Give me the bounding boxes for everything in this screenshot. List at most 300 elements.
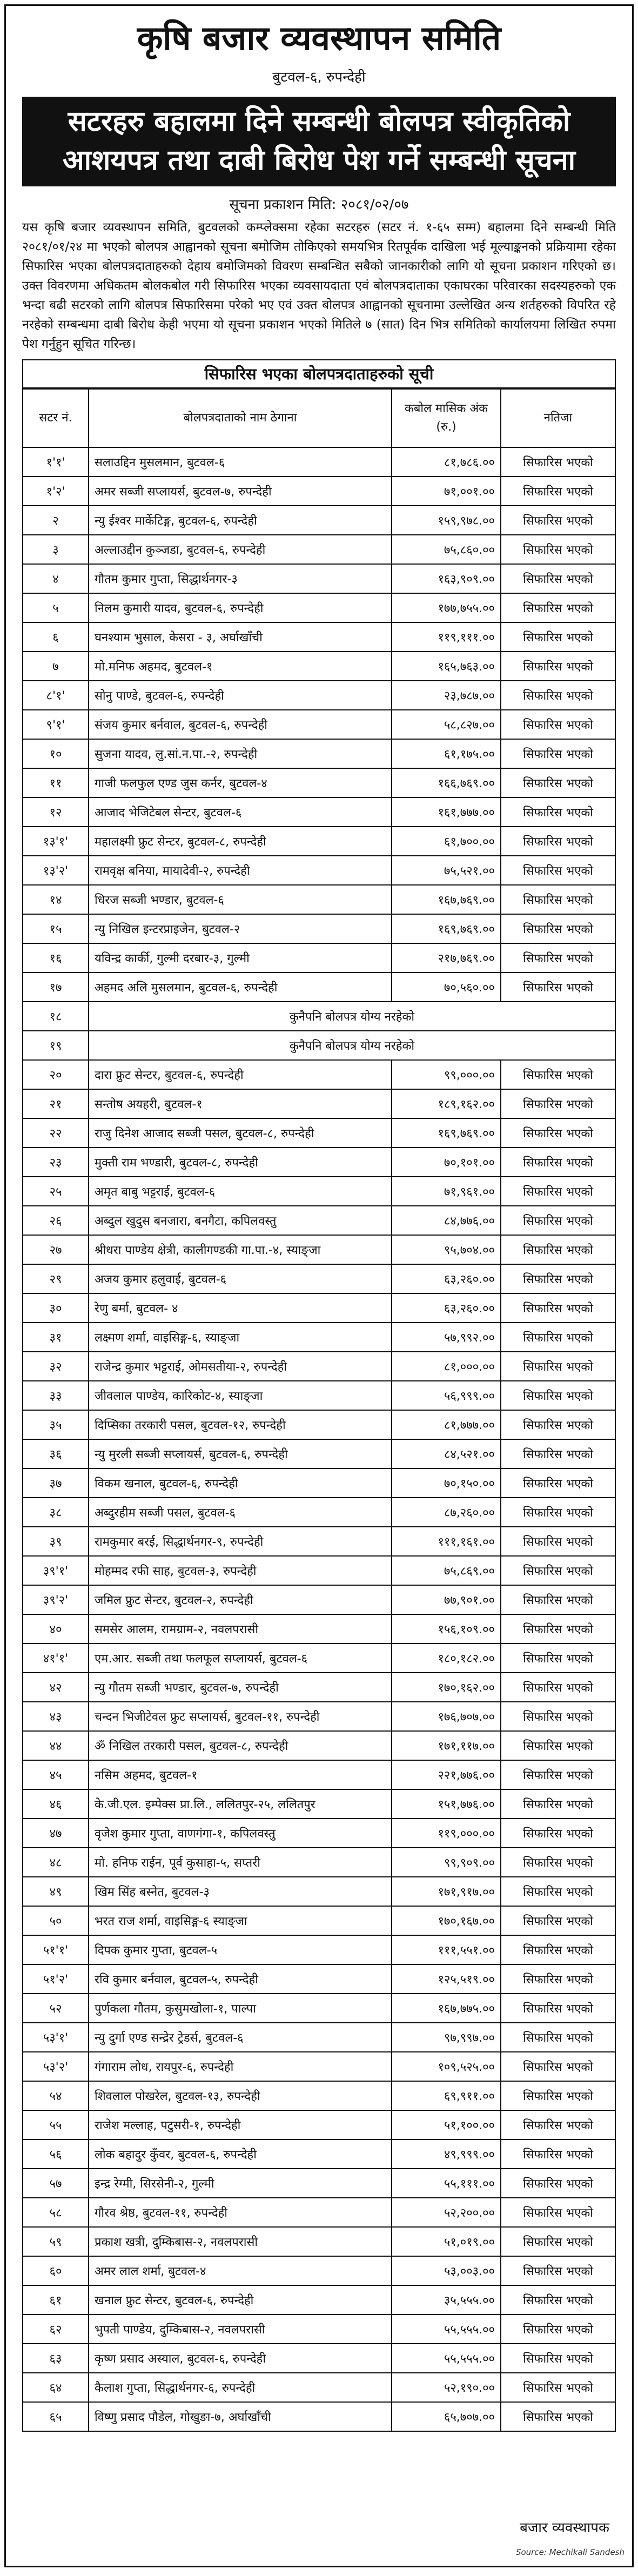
source-credit: Source: Mechikali Sandesh (515, 2547, 624, 2557)
cell-monthly-amount: ८४,७७६.०० (392, 1206, 501, 1235)
cell-shutter-number: २६ (23, 1206, 89, 1235)
table-header-row (23, 389, 615, 447)
cell-result: सिफारिस भएको (501, 2285, 615, 2315)
cell-shutter-number: २१ (23, 1089, 89, 1118)
cell-monthly-amount: ५३,००३.०० (392, 2256, 501, 2285)
cell-shutter-number: ५० (23, 1906, 89, 1935)
cell-result: सिफारिस भएको (501, 1410, 615, 1439)
cell-shutter-number: ४० (23, 1614, 89, 1643)
cell-result: सिफारिस भएको (501, 477, 615, 506)
cell-result: सिफारिस भएको (501, 2198, 615, 2227)
table-row (23, 1060, 615, 1089)
table-body (23, 447, 615, 2431)
cell-monthly-amount: ५२,१९०.०० (392, 2373, 501, 2402)
cell-monthly-amount: ५५,१११.०० (392, 2169, 501, 2198)
table-row (23, 652, 615, 681)
cell-shutter-number: १९ (23, 1031, 89, 1060)
cell-bidder-name: जमिल फ्रुट सेन्टर, बुटवल-२, रुपन्देही (89, 1585, 392, 1614)
notice-publish-date: सूचना प्रकाशन मिति: २०८१/०२/०७ (229, 197, 409, 213)
list-title: सिफारिस भएका बोलपत्रदाताहरुको सूची (22, 359, 616, 388)
cell-monthly-amount: ९७,९९७.०० (392, 2023, 501, 2052)
committee-title: कृषि बजार व्यवस्थापन समिति (137, 18, 501, 58)
table-row (23, 1410, 615, 1439)
cell-result: सिफारिस भएको (501, 2169, 615, 2198)
cell-result: सिफारिस भएको (501, 564, 615, 593)
table-row (23, 768, 615, 797)
cell-result: सिफारिस भएको (501, 914, 615, 943)
cell-result: सिफारिस भएको (501, 2023, 615, 2052)
cell-shutter-number: ३८ (23, 1498, 89, 1527)
cell-shutter-number: १३'१' (23, 827, 89, 856)
cell-result: सिफारिस भएको (501, 1118, 615, 1148)
cell-shutter-number: ५३'२' (23, 2052, 89, 2081)
table-row (23, 2256, 615, 2285)
cell-shutter-number: ४७ (23, 1819, 89, 1848)
cell-monthly-amount: ८७,२६०.०० (392, 1498, 501, 1527)
table-row (23, 885, 615, 914)
cell-result: सिफारिस भएको (501, 1556, 615, 1585)
table-row (23, 1994, 615, 2023)
cell-result: सिफारिस भएको (501, 1293, 615, 1323)
cell-bidder-name: न्यु दुर्गा एण्ड सन्द्रेर ट्रेडर्स, बुटवल-६ (89, 2023, 392, 2052)
table-row (23, 1731, 615, 1760)
table-row (23, 2227, 615, 2256)
cell-shutter-number: ११ (23, 768, 89, 797)
cell-shutter-number: ४ (23, 564, 89, 593)
cell-monthly-amount: ५६,९९९.०० (392, 1381, 501, 1410)
cell-bidder-name: शिवलाल पोखरेल, बुटवल-१३, रुपन्देही (89, 2081, 392, 2110)
cell-bidder-name: अमर सब्जी सप्लायर्स, बुटवल-७, रुपन्देही (89, 477, 392, 506)
cell-monthly-amount: ७०,१५०.०० (392, 1468, 501, 1498)
cell-monthly-amount: ७०,१०१.०० (392, 1148, 501, 1177)
table-row (23, 2169, 615, 2198)
cell-result: सिफारिस भएको (501, 1439, 615, 1468)
table-row (23, 856, 615, 885)
cell-bidder-name: पुर्णकला गौतम, कुसुमखोला-१, पाल्पा (89, 1994, 392, 2023)
cell-monthly-amount: २१७,७६९.०० (392, 943, 501, 972)
cell-shutter-number: २ (23, 506, 89, 535)
cell-monthly-amount: ७१,९६१.०० (392, 1177, 501, 1206)
table-row (23, 1235, 615, 1264)
table-row (23, 1673, 615, 1702)
cell-bidder-name: लक्ष्मण शर्मा, वाइसिङ्ग-६, स्याङ्जा (89, 1323, 392, 1352)
cell-result: सिफारिस भएको (501, 681, 615, 710)
cell-shutter-number: ३९'२' (23, 1585, 89, 1614)
table-row (23, 622, 615, 652)
cell-result: सिफारिस भएको (501, 1352, 615, 1381)
cell-monthly-amount: १७०,१६७.०० (392, 1906, 501, 1935)
table-row (23, 1381, 615, 1410)
table-row (23, 1585, 615, 1614)
cell-shutter-number: ६० (23, 2256, 89, 2285)
cell-bidder-name: भुपती पाण्डेय, दुम्किबास-२, नवलपरासी (89, 2315, 392, 2344)
cell-bidder-name: राजेन्द्र कुमार भट्टराई, ओमसतीया-२, रुपन्देही (89, 1352, 392, 1381)
table-row (23, 2402, 615, 2431)
table-row (23, 1877, 615, 1906)
cell-monthly-amount: ७५,८६०.०० (392, 535, 501, 564)
cell-result: सिफारिस भएको (501, 2402, 615, 2431)
cell-shutter-number: २२ (23, 1118, 89, 1148)
cell-result: सिफारिस भएको (501, 1148, 615, 1177)
committee-address: बुटवल-६, रुपन्देही (272, 69, 366, 85)
cell-result: सिफारिस भएको (501, 1585, 615, 1614)
cell-shutter-number: ५३'१' (23, 2023, 89, 2052)
cell-bidder-name: लोक बहादुर कुँवर, बुटवल-६, रुपन्देही (89, 2139, 392, 2169)
cell-monthly-amount: ६३,२६०.०० (392, 1293, 501, 1323)
cell-result: सिफारिस भएको (501, 1235, 615, 1264)
table-row (23, 1935, 615, 1964)
table-row (23, 1148, 615, 1177)
cell-bidder-name: मो. हनिफ राईन, पूर्व कुसाहा-५, सप्तरी (89, 1848, 392, 1877)
cell-result: सिफारिस भएको (501, 943, 615, 972)
cell-shutter-number: ५ (23, 593, 89, 622)
cell-result: सिफारिस भएको (501, 768, 615, 797)
cell-monthly-amount: १६६,७६९.०० (392, 768, 501, 797)
cell-bidder-name: संजय कुमार बर्नवाल, बुटवल-६, रुपन्देही (89, 710, 392, 739)
column-header-bidder-name: बोलपत्रदाताको नाम ठेगाना (89, 389, 392, 447)
cell-result: सिफारिस भएको (501, 2110, 615, 2139)
cell-bidder-name: अजय कुमार हलुवाई, बुटवल-६ (89, 1264, 392, 1293)
cell-monthly-amount: ११९,०००.०० (392, 1819, 501, 1848)
cell-shutter-number: ३२ (23, 1352, 89, 1381)
cell-shutter-number: ३९ (23, 1527, 89, 1556)
notice-page (4, 4, 634, 2567)
cell-result: सिफारिस भएको (501, 1527, 615, 1556)
cell-result: सिफारिस भएको (501, 2052, 615, 2081)
cell-result: सिफारिस भएको (501, 739, 615, 768)
table-row (23, 2139, 615, 2169)
cell-result: सिफारिस भएको (501, 1089, 615, 1118)
cell-result: सिफारिस भएको (501, 1614, 615, 1643)
cell-shutter-number: १'२' (23, 477, 89, 506)
cell-shutter-number: ६ (23, 622, 89, 652)
cell-bidder-name: मोहम्मद रफी साह, बुटवल-३, रुपन्देही (89, 1556, 392, 1585)
cell-monthly-amount: ५५,५५५.०० (392, 2344, 501, 2373)
cell-shutter-number: ३७ (23, 1468, 89, 1498)
cell-bidder-name: न्यु गौतम सब्जी भण्डार, बुटवल-७, रुपन्देही (89, 1673, 392, 1702)
cell-result: सिफारिस भएको (501, 1760, 615, 1789)
cell-shutter-number: २९ (23, 1264, 89, 1293)
table-row (23, 827, 615, 856)
cell-monthly-amount: ५१,०१९.०० (392, 2227, 501, 2256)
table-row (23, 1498, 615, 1527)
cell-monthly-amount: ७५,८६९.०० (392, 1556, 501, 1585)
table-row (23, 2344, 615, 2373)
cell-shutter-number: २० (23, 1060, 89, 1089)
table-row (23, 2023, 615, 2052)
table-row (23, 1264, 615, 1293)
table-row (23, 1089, 615, 1118)
cell-shutter-number: ५८ (23, 2198, 89, 2227)
cell-bidder-name: दिप्सिका तरकारी पसल, बुटवल-१२, रुपन्देही (89, 1410, 392, 1439)
table-row (23, 2373, 615, 2402)
table-row (23, 2052, 615, 2081)
cell-bidder-name: राजेश मल्लाह, पटुसरी-१, रुपन्देही (89, 2110, 392, 2139)
cell-bidder-name: गाजी फलफुल एण्ड जुस कर्नर, बुटवल-४ (89, 768, 392, 797)
cell-result: सिफारिस भएको (501, 1323, 615, 1352)
cell-monthly-amount: ८१,७७७.०० (392, 1410, 501, 1439)
cell-result: सिफारिस भएको (501, 827, 615, 856)
cell-bidder-name: सन्तोष अयहरी, बुटवल-१ (89, 1089, 392, 1118)
cell-bidder-name: कैलाश गुप्ता, सिद्धार्थनगर-६, रुपन्देही (89, 2373, 392, 2402)
cell-monthly-amount: ७१,००१.०० (392, 477, 501, 506)
cell-shutter-number: १० (23, 739, 89, 768)
cell-bidder-name: मो.मनिफ अहमद, बुटवल-१ (89, 652, 392, 681)
cell-shutter-number: ८'१' (23, 681, 89, 710)
cell-result: सिफारिस भएको (501, 1468, 615, 1498)
cell-monthly-amount: ५८,८२७.०० (392, 710, 501, 739)
cell-result: सिफारिस भएको (501, 1906, 615, 1935)
table-row (23, 564, 615, 593)
cell-monthly-amount: १६७,७७५.०० (392, 1994, 501, 2023)
cell-shutter-number: १४ (23, 885, 89, 914)
cell-shutter-number: ७ (23, 652, 89, 681)
cell-monthly-amount: ५२,२००.०० (392, 2198, 501, 2227)
cell-bidder-name: विकम खनाल, बुटवल-६, रुपन्देही (89, 1468, 392, 1498)
cell-result: सिफारिस भएको (501, 2373, 615, 2402)
cell-monthly-amount: ७५,५२१.०० (392, 856, 501, 885)
cell-result: सिफारिस भएको (501, 1789, 615, 1819)
cell-monthly-amount: १५९,९७८.०० (392, 506, 501, 535)
table-row (23, 447, 615, 477)
cell-result: सिफारिस भएको (501, 1731, 615, 1760)
cell-result: सिफारिस भएको (501, 593, 615, 622)
cell-shutter-number: ६५ (23, 2402, 89, 2431)
cell-monthly-amount: २२१,७७६.०० (392, 1760, 501, 1789)
cell-monthly-amount: १७०,१६२.०० (392, 1673, 501, 1702)
cell-shutter-number: ४३ (23, 1702, 89, 1731)
cell-monthly-amount: १११,५५१.०० (392, 1935, 501, 1964)
cell-bidder-name: विष्णु प्रसाद पौडेल, गोखुङा-७, अर्घाखाँची (89, 2402, 392, 2431)
table-row (23, 914, 615, 943)
cell-shutter-number: ६२ (23, 2315, 89, 2344)
cell-result: सिफारिस भएको (501, 1177, 615, 1206)
cell-bidder-name: चन्दन भिजीटेवल फ्रुट सप्लायर्स, बुटवल-११, रुपन्देही (89, 1702, 392, 1731)
cell-shutter-number: १२ (23, 797, 89, 827)
table-row (23, 1964, 615, 1994)
cell-bidder-name: धिरज सब्जी भण्डार, बुटवल-६ (89, 885, 392, 914)
cell-monthly-amount: १६७,७६९.०० (392, 885, 501, 914)
table-row (23, 739, 615, 768)
column-header-monthly-amount: कबोल मासिक अंक (रु.) (392, 389, 501, 447)
cell-monthly-amount: १७१,११७.०० (392, 1731, 501, 1760)
table-row (23, 1848, 615, 1877)
cell-bidder-name: न्यु ईश्वर मार्केटिङ्ग, बुटवल-६, रुपन्देही (89, 506, 392, 535)
table-row (23, 1206, 615, 1235)
table-row (23, 1906, 615, 1935)
cell-bidder-name: अब्दुरहीम सब्जी पसल, बुटवल-६ (89, 1498, 392, 1527)
cell-result: सिफारिस भएको (501, 1643, 615, 1673)
table-row (23, 1118, 615, 1148)
cell-monthly-amount: ८१,७८६.०० (392, 447, 501, 477)
table-row (23, 797, 615, 827)
cell-shutter-number: २३ (23, 1148, 89, 1177)
cell-shutter-number: ६४ (23, 2373, 89, 2402)
cell-result: सिफारिस भएको (501, 2315, 615, 2344)
cell-bidder-name: खिम सिंह बस्नेत, बुटवल-३ (89, 1877, 392, 1906)
cell-monthly-amount: १७६,७०७.०० (392, 1702, 501, 1731)
cell-bidder-name: आजाद भेजिटेबल सेन्टर, बुटवल-६ (89, 797, 392, 827)
table-row (23, 1293, 615, 1323)
table-row (23, 477, 615, 506)
cell-result: सिफारिस भएको (501, 710, 615, 739)
cell-shutter-number: १५ (23, 914, 89, 943)
cell-monthly-amount: १२५,५१९.०० (392, 1964, 501, 1994)
cell-monthly-amount: २३,७८७.०० (392, 681, 501, 710)
cell-monthly-amount: ९९,९०९.०० (392, 1848, 501, 1877)
cell-bidder-name: इन्द्र रेग्मी, सिरसेनी-२, गुल्मी (89, 2169, 392, 2198)
table-row (23, 2198, 615, 2227)
cell-result: सिफारिस भएको (501, 2081, 615, 2110)
cell-bidder-name: दारा फ्रुट सेन्टर, बुटवल-६, रुपन्देही (89, 1060, 392, 1089)
cell-monthly-amount: १५१,७७६.०० (392, 1789, 501, 1819)
cell-monthly-amount: १७१,९१७.०० (392, 1877, 501, 1906)
table-row (23, 2110, 615, 2139)
cell-monthly-amount: ६३,२६०.०० (392, 1264, 501, 1293)
cell-shutter-number: ३० (23, 1293, 89, 1323)
cell-shutter-number: ४९ (23, 1877, 89, 1906)
cell-bidder-name: राजु दिनेश आजाद सब्जी पसल, बुटवल-८, रुपन्देही (89, 1118, 392, 1148)
notice-body-paragraph: यस कृषि बजार व्यवस्थापन समिति, बुटवलको कम्प्लेक्समा रहेका सटरहरु (सटर नं. १-६५ सम्म) बहालमा दिने सम्बन्धी मिति २०८१/०१/२४ मा भएको बोलपत्र आह्वानको सूचना बमोजिम तोकिएको समयभित्र रितपूर्वक दाखिला भई मूल्याङ्कनको प्रक्रियामा रहेका सिफारिस भएका बोलपत्रदाताहरुको देहाय बमोजिमको विवरण सम्बन्धित सबैको जानकारीको लागि यो सूचना प्रकाशन गरिएको छ। उक्त विवरणमा अधिकतम बोलकबोल गरी सिफारिस भएका व्यवसायदाता एवं बोलपत्रदाताका एकाघरका परिवारका सदस्यहरुको एक भन्दा बढी सटरको लागि बोलपत्र सिफारिसमा परेको भए एवं उक्त बोलपत्र आह्वानको सूचनामा उल्लेखित अन्य शर्तहरुको विपरित रहे नरहेको सम्बन्धमा दाबी बिरोध केही भएमा यो सूचना प्रकाशन भएको मितिले ७ (सात) दिन भित्र समितिको कार्यालयमा लिखित रुपमा पेश गर्नुहुन सूचित गरिन्छ। (22, 220, 616, 351)
cell-shutter-number: १'१' (23, 447, 89, 477)
table-row (23, 506, 615, 535)
cell-result: सिफारिस भएको (501, 2139, 615, 2169)
table-row (23, 1439, 615, 1468)
cell-bidder-name: रामकुमार बरई, सिद्धार्थनगर-९, रुपन्देही (89, 1527, 392, 1556)
table-row (23, 1352, 615, 1381)
cell-bidder-name: गौतम कुमार गुप्ता, सिद्धार्थनगर-३ (89, 564, 392, 593)
cell-monthly-amount: ९५,७०४.०० (392, 1235, 501, 1264)
cell-monthly-amount: १६३,९०९.०० (392, 564, 501, 593)
cell-bidder-name: महालक्ष्मी फ्रुट सेन्टर, बुटवल-८, रुपन्देही (89, 827, 392, 856)
table-row (23, 1323, 615, 1352)
cell-result: सिफारिस भएको (501, 885, 615, 914)
cell-bidder-name: गौरव श्रेष्ठ, बुटवल-११, रुपन्देही (89, 2198, 392, 2227)
cell-result: सिफारिस भएको (501, 1994, 615, 2023)
cell-monthly-amount: १६५,७६३.०० (392, 652, 501, 681)
table-row (23, 943, 615, 972)
cell-monthly-amount: १५६,१०९.०० (392, 1614, 501, 1643)
cell-bidder-name: अमृत बाबु भट्टराई, बुटवल-६ (89, 1177, 392, 1206)
cell-result: सिफारिस भएको (501, 1381, 615, 1410)
cell-bidder-name: न्यु निखिल इन्टरप्राइजेन, बुटवल-२ (89, 914, 392, 943)
cell-bidder-name: सलाउद्दिन मुसलमान, बुटवल-६ (89, 447, 392, 477)
cell-shutter-number: ६३ (23, 2344, 89, 2373)
cell-shutter-number: ९'१' (23, 710, 89, 739)
table-row (23, 681, 615, 710)
cell-shutter-number: ४८ (23, 1848, 89, 1877)
table-row (23, 1468, 615, 1498)
cell-shutter-number: १८ (23, 1002, 89, 1031)
cell-monthly-amount: ७०,५६०.०० (392, 972, 501, 1002)
cell-result: सिफारिस भएको (501, 535, 615, 564)
cell-shutter-number: ४४ (23, 1731, 89, 1760)
cell-monthly-amount: ३५,५५५.०० (392, 2285, 501, 2315)
cell-shutter-number: ४२ (23, 1673, 89, 1702)
table-row (23, 1527, 615, 1556)
cell-result: सिफारिस भएको (501, 1935, 615, 1964)
cell-bidder-name: रेणु बर्मा, बुटवल- ४ (89, 1293, 392, 1323)
cell-shutter-number: ५७ (23, 2169, 89, 2198)
cell-shutter-number: ५१'१' (23, 1935, 89, 1964)
cell-bidder-name: समसेर आलम, रामग्राम-२, नवलपरासी (89, 1614, 392, 1643)
cell-monthly-amount: ५१,१००.०० (392, 2110, 501, 2139)
cell-bidder-name: यविन्द्र कार्की, गुल्मी दरबार-३, गुल्मी (89, 943, 392, 972)
cell-shutter-number: ३३ (23, 1381, 89, 1410)
bidder-table (22, 388, 616, 2432)
cell-monthly-amount: ९९,०००.०० (392, 1060, 501, 1089)
cell-monthly-amount: ११९,१११.०० (392, 622, 501, 652)
cell-shutter-number: २७ (23, 1235, 89, 1264)
cell-bidder-name: जीवलाल पाण्डेय, कारिकोट-४, स्याङ्जा (89, 1381, 392, 1410)
cell-result: सिफारिस भएको (501, 2256, 615, 2285)
cell-bidder-name: श्रीधरा पाण्डेय क्षेत्री, कालीगण्डकी गा.पा.-४, स्याङ्जा (89, 1235, 392, 1264)
cell-shutter-number: ४५ (23, 1760, 89, 1789)
table-row (23, 1702, 615, 1731)
cell-monthly-amount: ८१,०००.०० (392, 1352, 501, 1381)
cell-bidder-name: वृजेश कुमार गुप्ता, वाणगंगा-१, कपिलवस्तु (89, 1819, 392, 1848)
table-row (23, 2081, 615, 2110)
notice-heading-banner: सटरहरु बहालमा दिने सम्बन्धी बोलपत्र स्वीकृतिको आशयपत्र तथा दाबी बिरोध पेश गर्ने सम्बन्धी सूचना (22, 97, 616, 186)
column-header-result: नतिजा (501, 389, 615, 447)
table-row (23, 1643, 615, 1673)
cell-monthly-amount: १११,१६१.०० (392, 1527, 501, 1556)
table-row (23, 1789, 615, 1819)
cell-shutter-number: २५ (23, 1177, 89, 1206)
cell-bidder-name: नसिम अहमद, बुटवल-१ (89, 1760, 392, 1789)
cell-bidder-name: रामवृक्ष बनिया, मायादेवी-२, रुपन्देही (89, 856, 392, 885)
cell-shutter-number: ५६ (23, 2139, 89, 2169)
cell-result: सिफारिस भएको (501, 506, 615, 535)
cell-result: सिफारिस भएको (501, 1673, 615, 1702)
cell-monthly-amount: ६१,७००.०० (392, 827, 501, 856)
column-header-shutter-number: सटर नं. (23, 389, 89, 447)
cell-no-eligible-bid: कुनैपनि बोलपत्र योग्य नरहेको (89, 1002, 615, 1031)
cell-bidder-name: अहमद अलि मुसलमान, बुटवल-६, रुपन्देही (89, 972, 392, 1002)
table-row (23, 1819, 615, 1848)
cell-shutter-number: ३९'१' (23, 1556, 89, 1585)
cell-bidder-name: अमर लाल शर्मा, बुटवल-४ (89, 2256, 392, 2285)
table-row (23, 593, 615, 622)
cell-result: सिफारिस भएको (501, 797, 615, 827)
cell-bidder-name: ॐ निखिल तरकारी पसल, बुटवल-८, रुपन्देही (89, 1731, 392, 1760)
cell-bidder-name: कृष्ण प्रसाद अस्याल, बुटवल-६, रुपन्देही (89, 2344, 392, 2373)
cell-monthly-amount: ६९,९११.०० (392, 2081, 501, 2110)
cell-shutter-number: १७ (23, 972, 89, 1002)
cell-result: सिफारिस भएको (501, 1819, 615, 1848)
cell-bidder-name: के.जी.एल. इम्पेक्स प्रा.लि., ललितपुर-२५, ललितपुर (89, 1789, 392, 1819)
cell-monthly-amount: ७७,९०१.०० (392, 1585, 501, 1614)
cell-result: सिफारिस भएको (501, 1498, 615, 1527)
cell-result: सिफारिस भएको (501, 2227, 615, 2256)
cell-shutter-number: ४१'१' (23, 1643, 89, 1673)
cell-bidder-name: गंगाराम लोध, रायपुर-६, रुपन्देही (89, 2052, 392, 2081)
table-row (23, 1177, 615, 1206)
signatory: बजार व्यवस्थापक (520, 2520, 609, 2536)
cell-monthly-amount: १८९,१६२.०० (392, 1089, 501, 1118)
cell-bidder-name: अल्लाउद्दीन कुञ्जडा, बुटवल-६, रुपन्देही (89, 535, 392, 564)
cell-monthly-amount: १७७,७५५.०० (392, 593, 501, 622)
cell-result: सिफारिस भएको (501, 1264, 615, 1293)
cell-monthly-amount: १८०,१८२.०० (392, 1643, 501, 1673)
cell-shutter-number: ५४ (23, 2081, 89, 2110)
cell-shutter-number: ४६ (23, 1789, 89, 1819)
cell-bidder-name: दिपक कुमार गुप्ता, बुटवल-५ (89, 1935, 392, 1964)
cell-bidder-name: एम.आर. सब्जी तथा फलफूल सप्लायर्स, बुटवल-६ (89, 1643, 392, 1673)
cell-monthly-amount: १६१,७७७.०० (392, 797, 501, 827)
cell-shutter-number: ३१ (23, 1323, 89, 1352)
cell-bidder-name: न्यु मुरली सब्जी सप्लायर्स, बुटवल-६, रुपन्देही (89, 1439, 392, 1468)
